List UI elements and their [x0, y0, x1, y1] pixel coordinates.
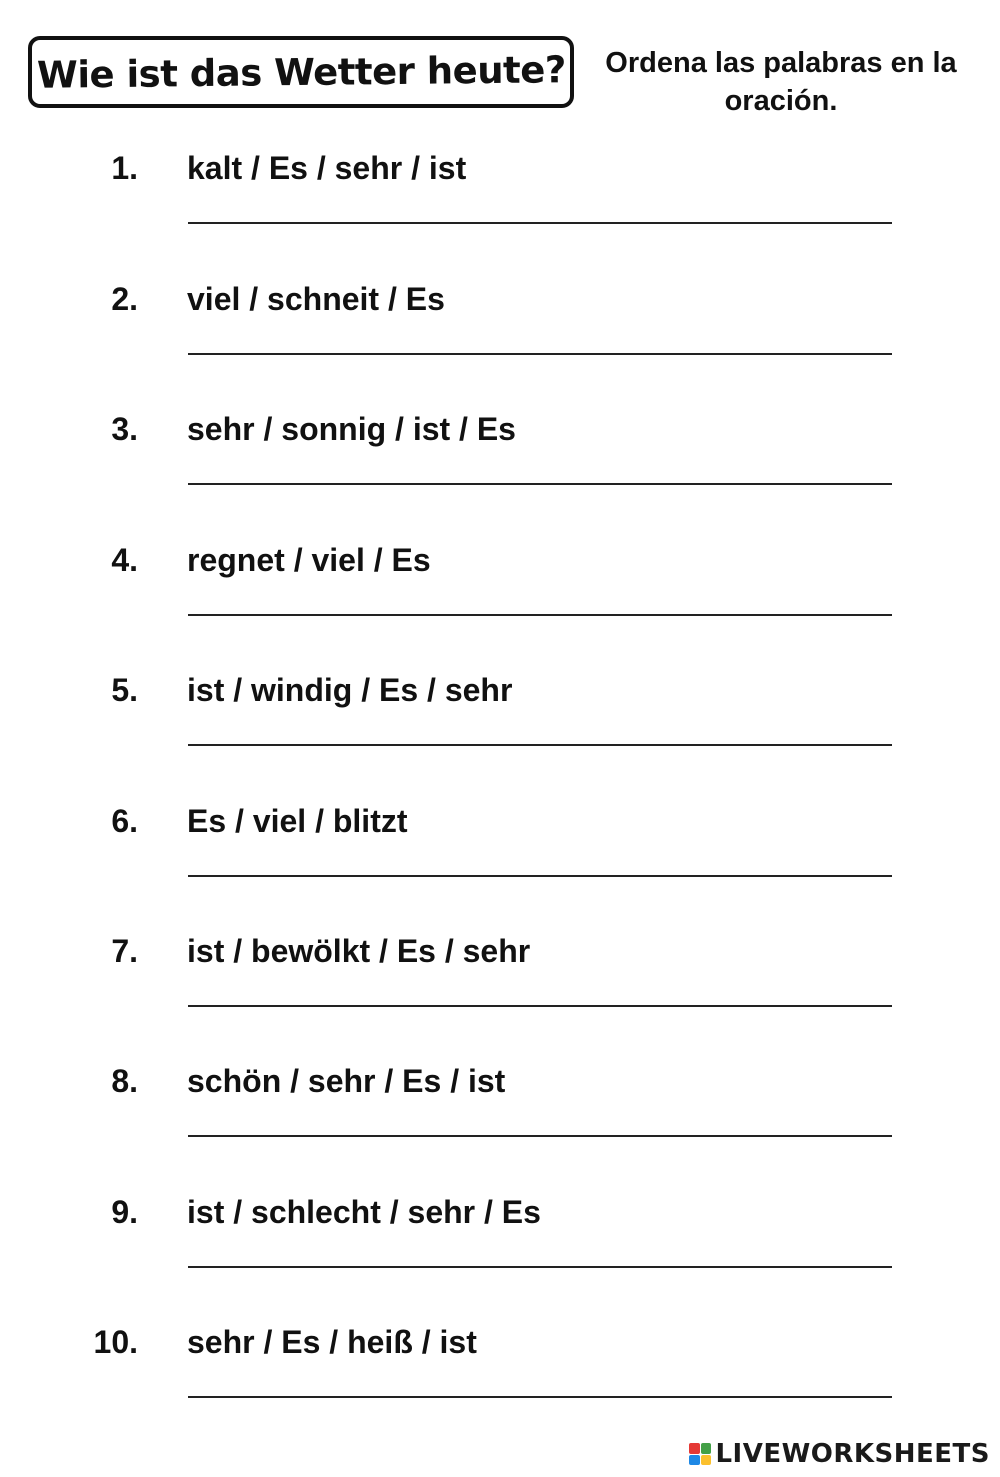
exercise-words: ist / windig / Es / sehr [187, 672, 513, 708]
exercise-words: Es / viel / blitzt [187, 803, 408, 839]
exercise-number: 2. [111, 281, 138, 317]
exercise-number: 10. [93, 1324, 138, 1360]
answer-line[interactable] [188, 614, 892, 616]
exercise-item [0, 150, 1000, 270]
answer-line[interactable] [188, 875, 892, 877]
answer-line[interactable] [188, 1396, 892, 1398]
answer-line[interactable] [188, 222, 892, 224]
exercise-words: viel / schneit / Es [187, 281, 445, 317]
exercise-number: 5. [111, 672, 138, 708]
exercise-item [0, 281, 1000, 401]
exercise-number: 1. [111, 150, 138, 186]
exercise-item [0, 803, 1000, 923]
exercise-number: 9. [111, 1194, 138, 1230]
exercise-words: sehr / Es / heiß / ist [187, 1324, 477, 1360]
answer-line[interactable] [188, 1005, 892, 1007]
exercise-number: 4. [111, 542, 138, 578]
answer-line[interactable] [188, 744, 892, 746]
exercise-words: schön / sehr / Es / ist [187, 1063, 506, 1099]
exercise-number: 8. [111, 1063, 138, 1099]
exercise-words: sehr / sonnig / ist / Es [187, 411, 516, 447]
exercise-words: kalt / Es / sehr / ist [187, 150, 467, 186]
exercise-item [0, 1194, 1000, 1314]
exercise-item [0, 542, 1000, 662]
exercise-words: ist / bewölkt / Es / sehr [187, 933, 531, 969]
exercise-item [0, 672, 1000, 792]
exercise-number: 6. [111, 803, 138, 839]
exercise-item [0, 1324, 1000, 1444]
title-box [28, 36, 574, 108]
exercise-item [0, 933, 1000, 1053]
worksheet-title: Wie ist das Wetter heute? [36, 47, 566, 97]
exercise-item [0, 411, 1000, 531]
answer-line[interactable] [188, 483, 892, 485]
answer-line[interactable] [188, 1266, 892, 1268]
exercise-words: ist / schlecht / sehr / Es [187, 1194, 541, 1230]
answer-line[interactable] [188, 353, 892, 355]
answer-line[interactable] [188, 1135, 892, 1137]
exercise-words: regnet / viel / Es [187, 542, 431, 578]
liveworksheets-logo[interactable] [689, 1439, 990, 1469]
exercise-number: 3. [111, 411, 138, 447]
liveworksheets-logo-icon [689, 1443, 711, 1465]
exercise-number: 7. [111, 933, 138, 969]
brand-name: LIVEWORKSHEETS [715, 1439, 990, 1469]
exercise-item [0, 1063, 1000, 1183]
instruction-text: Ordena las palabras en la oración. [605, 47, 957, 117]
